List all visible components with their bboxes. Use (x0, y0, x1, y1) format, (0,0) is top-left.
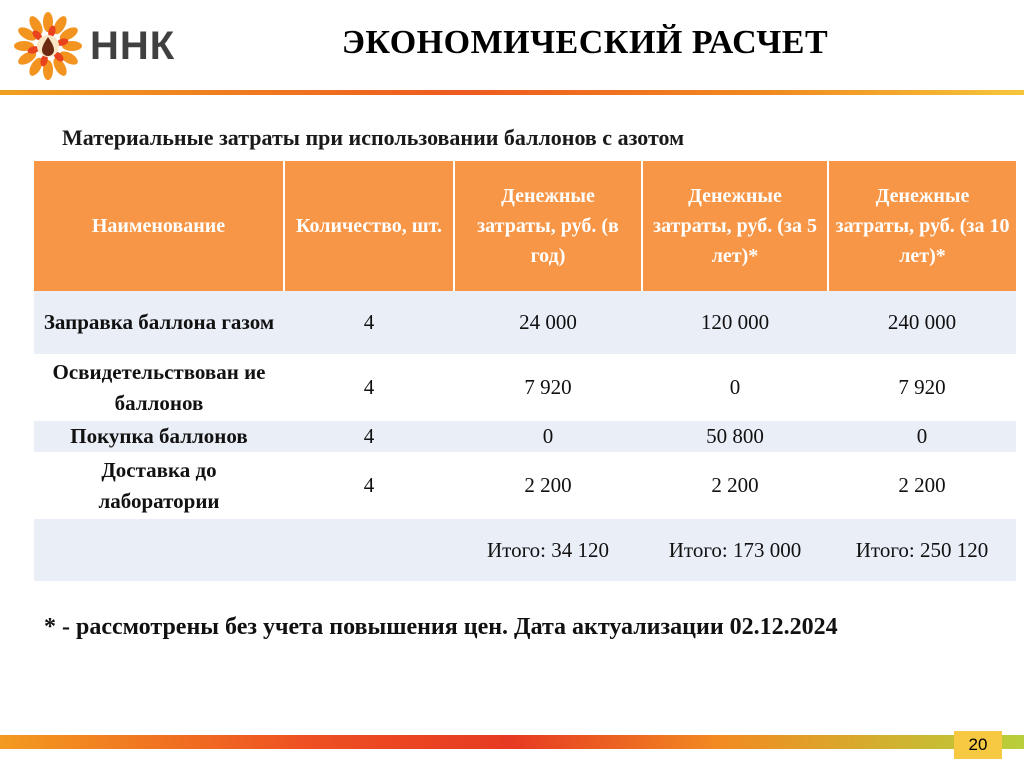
totals-row (34, 518, 1016, 582)
row-name: Покупка баллонов (34, 420, 284, 453)
table-row (34, 291, 1016, 355)
row-cost-5-years: 50 800 (642, 420, 828, 453)
row-quantity: 4 (284, 453, 454, 518)
header-cost-10-years: Денежные затраты, руб. (за 10 лет)* (828, 161, 1016, 291)
footer-bar (0, 735, 1024, 749)
row-cost-5-years: 2 200 (642, 453, 828, 518)
total-cost-5-years: Итого: 173 000 (642, 518, 828, 582)
header-divider (0, 90, 1024, 95)
row-cost-10-years: 0 (828, 420, 1016, 453)
row-name: Освидетельствован ие баллонов (34, 355, 284, 420)
row-cost-10-years: 2 200 (828, 453, 1016, 518)
totals-empty-cell (284, 518, 454, 582)
row-quantity: 4 (284, 420, 454, 453)
total-cost-year: Итого: 34 120 (454, 518, 642, 582)
total-cost-10-years: Итого: 250 120 (828, 518, 1016, 582)
row-name: Доставка до лаборатории (34, 453, 284, 518)
header-quantity: Количество, шт. (284, 161, 454, 291)
brand-name: ННК (90, 24, 176, 68)
row-name: Заправка баллона газом (34, 291, 284, 355)
row-quantity: 4 (284, 355, 454, 420)
row-cost-year: 2 200 (454, 453, 642, 518)
row-cost-5-years: 120 000 (642, 291, 828, 355)
header-name: Наименование (34, 161, 284, 291)
header-cost-5-years: Денежные затраты, руб. (за 5 лет)* (642, 161, 828, 291)
row-cost-year: 24 000 (454, 291, 642, 355)
table-row (34, 453, 1016, 518)
table-header-row (34, 161, 1016, 291)
page-title: ЭКОНОМИЧЕСКИЙ РАСЧЕТ (341, 24, 829, 61)
page-number: 20 (954, 731, 1002, 759)
row-cost-10-years: 240 000 (828, 291, 1016, 355)
footnote: * - рассмотрены без учета повышения цен. Дата актуализации 02.12.2024 (44, 614, 838, 640)
row-cost-5-years: 0 (642, 355, 828, 420)
company-logo-icon (12, 10, 84, 82)
table-row (34, 420, 1016, 453)
totals-empty-cell (34, 518, 284, 582)
row-cost-year: 0 (454, 420, 642, 453)
cost-table (34, 161, 1016, 583)
row-quantity: 4 (284, 291, 454, 355)
table-caption: Материальные затраты при использовании баллонов с азотом (62, 125, 685, 150)
row-cost-year: 7 920 (454, 355, 642, 420)
table-row (34, 355, 1016, 420)
header-cost-year: Денежные затраты, руб. (в год) (454, 161, 642, 291)
row-cost-10-years: 7 920 (828, 355, 1016, 420)
